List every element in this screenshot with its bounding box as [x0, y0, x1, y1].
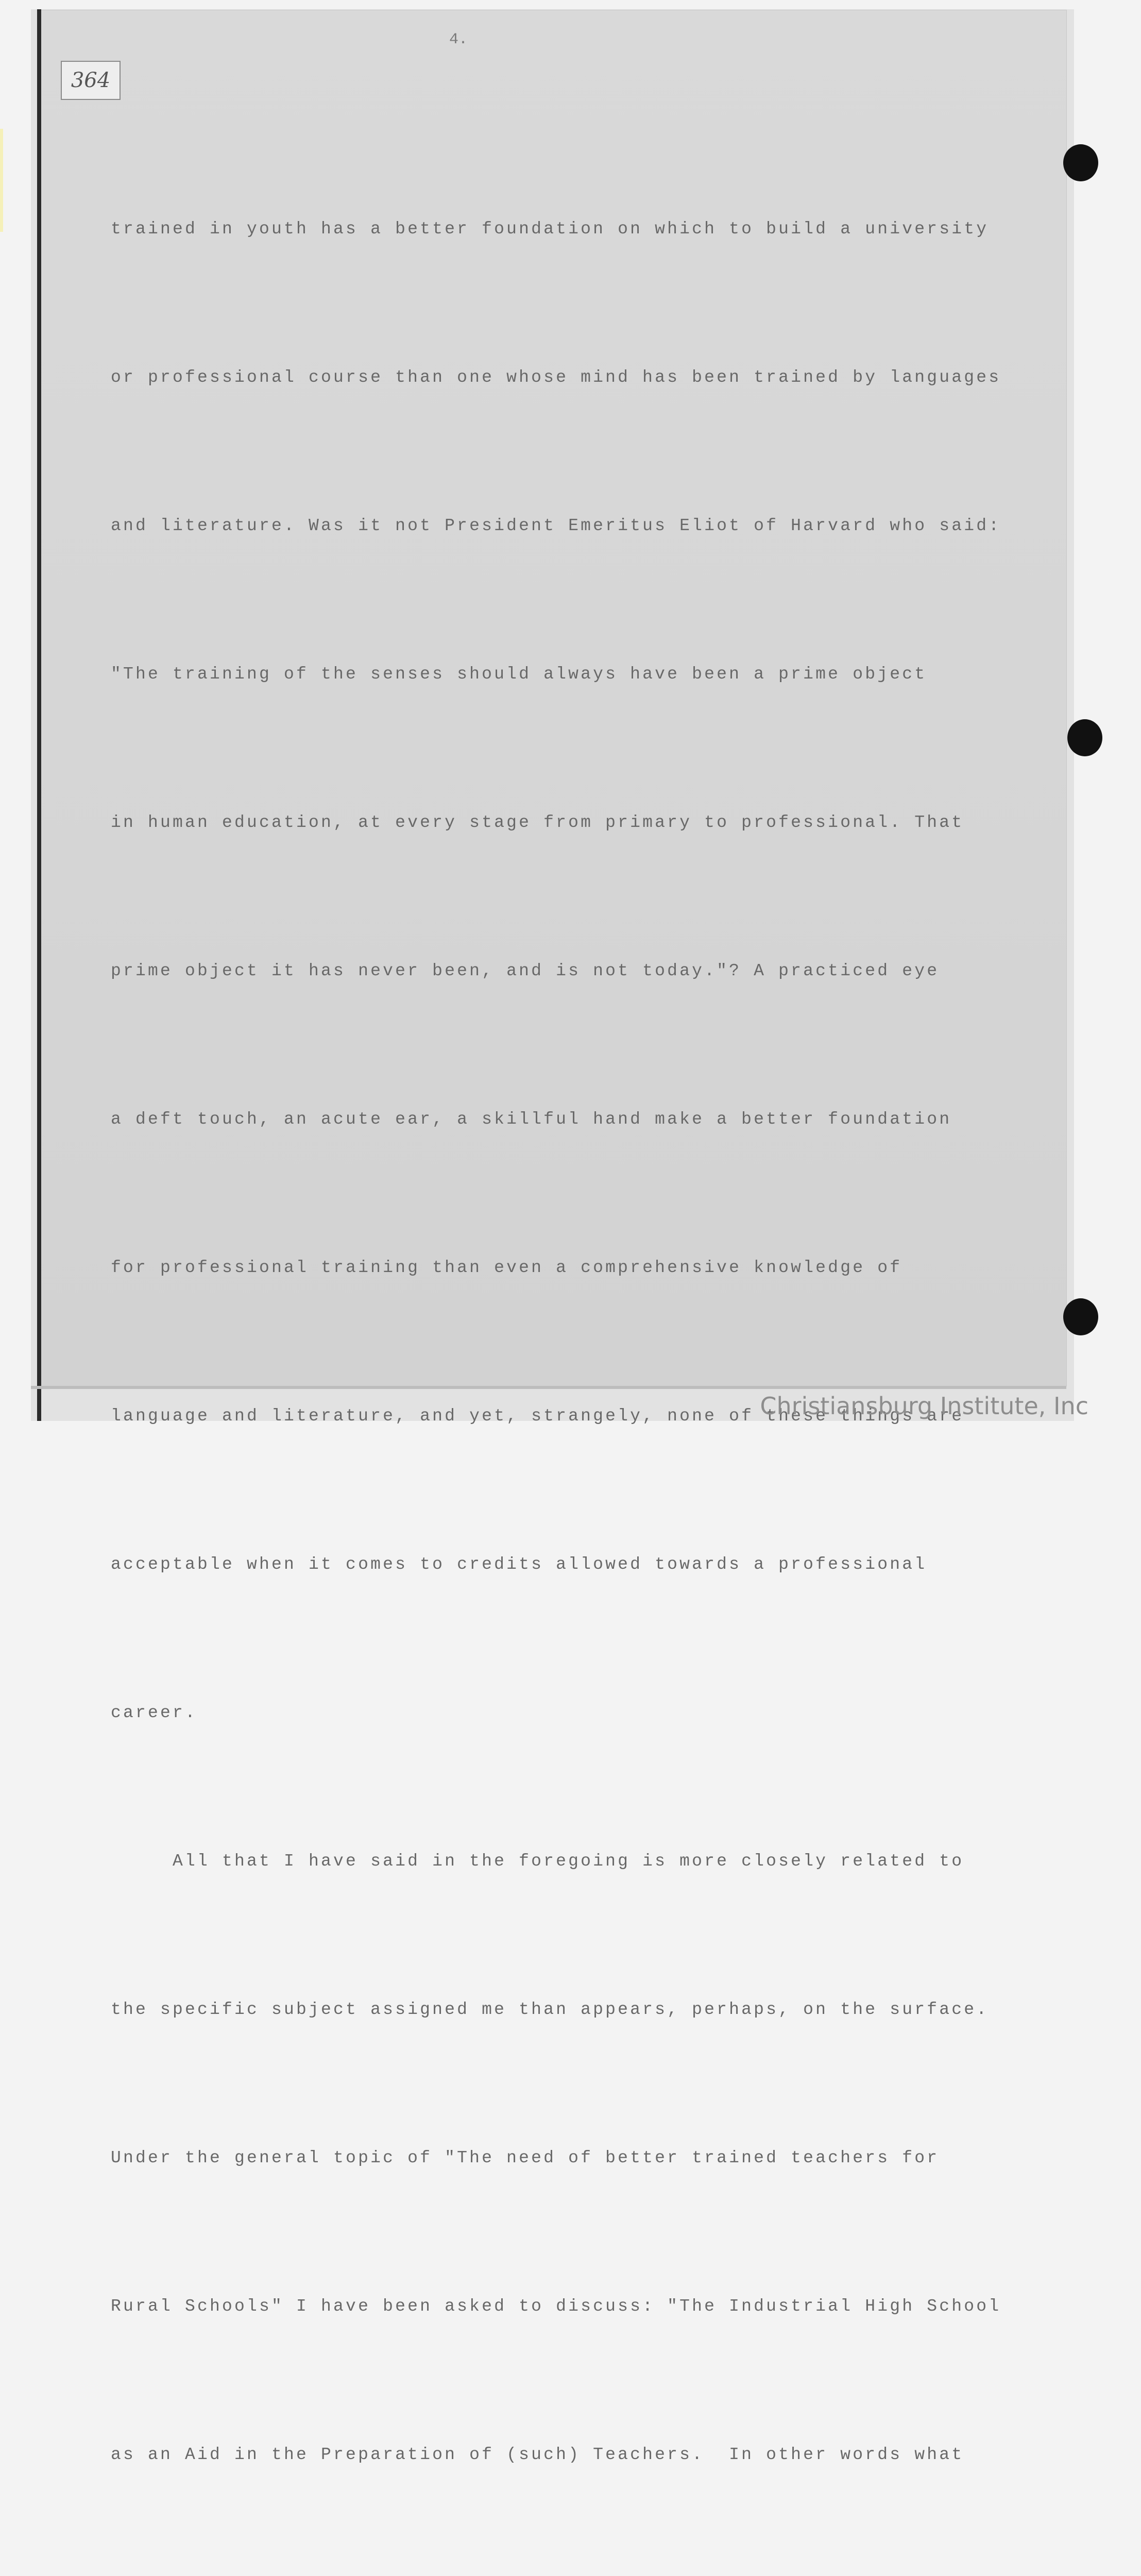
text-line: or professional course than one whose mind has been trained by languages [111, 368, 1001, 387]
text-line: Rural Schools" I have been asked to discuss: "The Industrial High School [111, 2297, 1001, 2316]
text-line: in human education, at every stage from primary to professional. That [111, 813, 964, 832]
text-line: the specific subject assigned me than appears, perhaps, on the surface. [111, 2000, 989, 2019]
page-edge [37, 9, 41, 1421]
paragraph-start-line: All that I have said in the foregoing is more closely related to [111, 1852, 964, 1871]
text-line: language and literature, and yet, strangely, none of these things are [111, 1406, 964, 1426]
sticky-note-edge [0, 129, 3, 232]
text-line: "The training of the senses should always have been a prime object [111, 665, 927, 684]
punch-hole [1063, 144, 1098, 181]
text-line: a deft touch, an acute ear, a skillful hand make a better foundation [111, 1110, 952, 1129]
text-line: trained in youth has a better foundation on which to build a university [111, 219, 989, 239]
punch-hole [1063, 1298, 1098, 1335]
text-line: prime object it has never been, and is not today."? A practiced eye [111, 961, 940, 980]
text-line: Under the general topic of "The need of better trained teachers for [111, 2148, 940, 2167]
text-line: for professional training than even a comprehensive knowledge of [111, 1258, 902, 1277]
watermark: Christiansburg Institute, Inc [760, 1392, 1088, 1420]
typed-text-body [111, 106, 1017, 2576]
text-line: career. [111, 1703, 198, 1722]
text-line: acceptable when it comes to credits allowed towards a professional [111, 1555, 927, 1574]
text-line: as an Aid in the Preparation of (such) Teachers. In other words what [111, 2445, 964, 2464]
archive-number-label: 364 [61, 61, 121, 100]
punch-hole [1067, 719, 1102, 756]
page-number: 4. [449, 31, 468, 48]
text-line: and literature. Was it not President Emeritus Eliot of Harvard who said: [111, 516, 1001, 535]
